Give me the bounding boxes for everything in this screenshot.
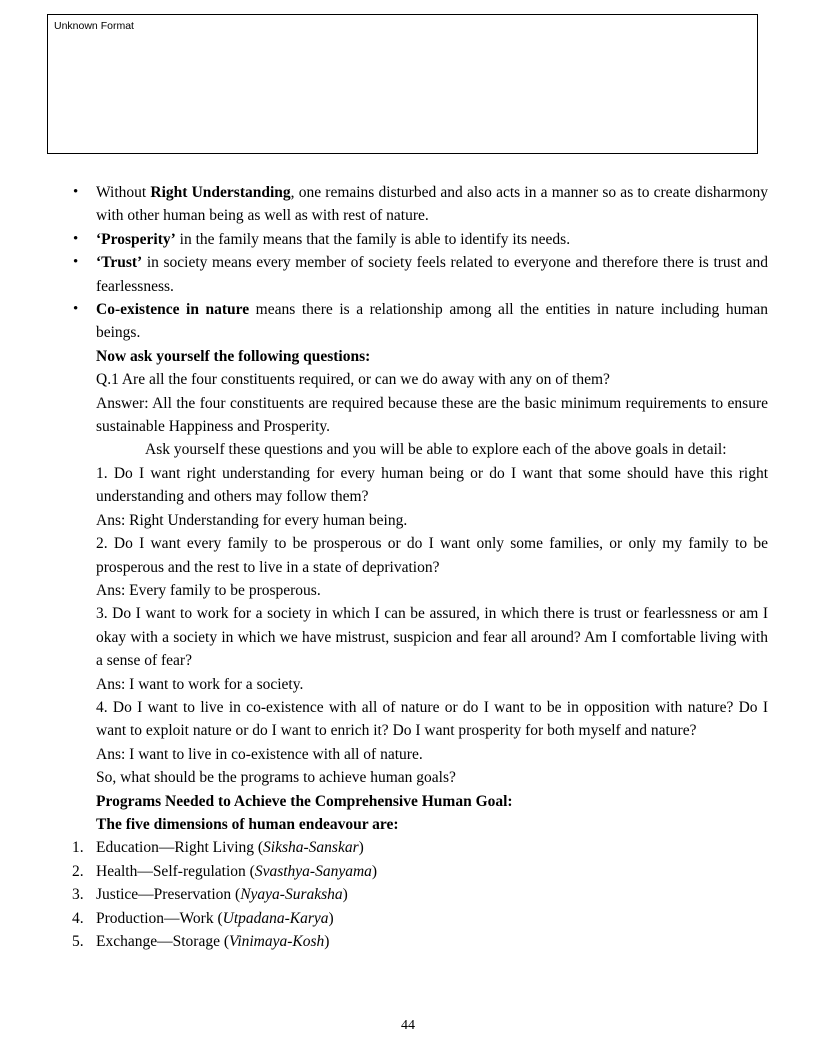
page-number: 44 [401, 1018, 415, 1033]
text-run: Education—Right Living ( [96, 839, 264, 857]
bullet-marker: • [73, 184, 79, 200]
text-run: 4. Do I want to live in co-existence with all of nature or do I want to be in opposition with nature? Do I want to exploit nature or do I want to enrich it? Do I want prosperity for both myself and nature? [96, 698, 768, 740]
text-run: Q.1 Are all the four constituents required, or can we do away with any on of them? [96, 371, 610, 389]
numbered-item [72, 930, 768, 953]
list-number: 1. [72, 839, 84, 857]
text-run: 3. Do I want to work for a society in which I can be assured, in which there is trust or fearlessness or am I okay with a society in which we have mistrust, suspicion and fear all around? Am I comfortable living with a sense of fear? [96, 605, 768, 670]
bullet-item [72, 298, 768, 345]
text-run: Vinimaya-Kosh [229, 933, 325, 950]
paragraph [72, 696, 768, 743]
text-run: Ans: Right Understanding for every human being. [96, 511, 408, 529]
list-number: 4. [72, 909, 84, 927]
text-run: Programs Needed to Achieve the Comprehensive Human Goal: [96, 792, 513, 810]
list-number: 5. [72, 933, 84, 950]
text-run: Answer: All the four constituents are required because these are the basic minimum requirements to ensure sustainable Happiness and Prosperity. [96, 394, 768, 436]
text-run: ) [358, 839, 364, 857]
embed-placeholder-label: Unknown Format [54, 20, 134, 32]
text-run: Ans: I want to live in co-existence with all of nature. [96, 745, 423, 763]
text-run: Without [96, 184, 151, 201]
paragraph [72, 790, 768, 813]
paragraph [72, 602, 768, 672]
bullet-marker: • [73, 254, 79, 271]
paragraph [72, 462, 768, 509]
text-run: Nyaya-Suraksha [240, 886, 343, 904]
paragraph [72, 345, 768, 368]
paragraph [72, 766, 768, 789]
text-run: Health—Self-regulation ( [96, 862, 255, 880]
paragraph [72, 532, 768, 579]
list-number: 3. [72, 886, 84, 904]
text-run: ) [324, 933, 330, 950]
text-run: in the family means that the family is able to identify its needs. [175, 230, 571, 248]
text-run: Utpadana-Karya [222, 909, 329, 927]
text-run: Co-existence in nature [96, 301, 250, 319]
text-run: Right Understanding [150, 184, 291, 201]
paragraph [72, 368, 768, 391]
numbered-item [72, 860, 768, 883]
text-run: 2. Do I want every family to be prosperous or do I want only some families, or only my family to be prosperous and the rest to live in a state of deprivation? [96, 535, 768, 576]
bullet-item [72, 181, 768, 228]
bullet-item [72, 251, 768, 298]
paragraph [72, 673, 768, 696]
bullet-marker: • [73, 301, 79, 318]
paragraph [72, 438, 768, 461]
document-body [72, 181, 768, 953]
paragraph [72, 813, 768, 836]
text-run: ) [342, 886, 348, 904]
text-run: Ask yourself these questions and you will be able to explore each of the above goals in detail: [145, 441, 727, 459]
text-run: ‘Trust’ [96, 254, 143, 272]
text-run: in society means every member of society feels related to everyone and therefore there is trust and fearlessness. [96, 254, 768, 295]
text-run: The five dimensions of human endeavour are: [96, 815, 399, 833]
text-run: Ans: I want to work for a society. [96, 675, 304, 693]
bullet-item [72, 228, 768, 251]
text-run: ) [328, 909, 334, 927]
text-run: Svasthya-Sanyama [254, 862, 372, 880]
text-run: 1. Do I want right understanding for every human being or do I want that some should have this right understanding and others may follow them? [96, 464, 768, 506]
text-run: Now ask yourself the following questions: [96, 347, 371, 365]
text-run: Production—Work ( [96, 909, 223, 927]
text-run: Exchange—Storage ( [96, 933, 229, 950]
text-run: Ans: Every family to be prosperous. [96, 581, 321, 599]
paragraph [72, 743, 768, 766]
paragraph [72, 579, 768, 602]
text-run: , one remains disturbed and also acts in a manner so as to create disharmony with other human being as well as with rest of nature. [96, 184, 769, 225]
list-number: 2. [72, 862, 84, 880]
text-run: means there is a relationship among all the entities in nature including human beings. [96, 301, 768, 342]
paragraph [72, 509, 768, 532]
numbered-item [72, 883, 768, 906]
paragraph [72, 392, 768, 439]
text-run: So, what should be the programs to achieve human goals? [96, 769, 456, 787]
text-run: Siksha-Sanskar [263, 839, 359, 857]
embed-placeholder [47, 14, 758, 154]
numbered-item [72, 836, 768, 859]
text-run: ) [371, 862, 378, 880]
text-run: ‘Prosperity’ [96, 230, 176, 248]
numbered-item [72, 907, 768, 930]
text-run: Justice—Preservation ( [96, 886, 241, 904]
bullet-marker: • [73, 230, 79, 247]
